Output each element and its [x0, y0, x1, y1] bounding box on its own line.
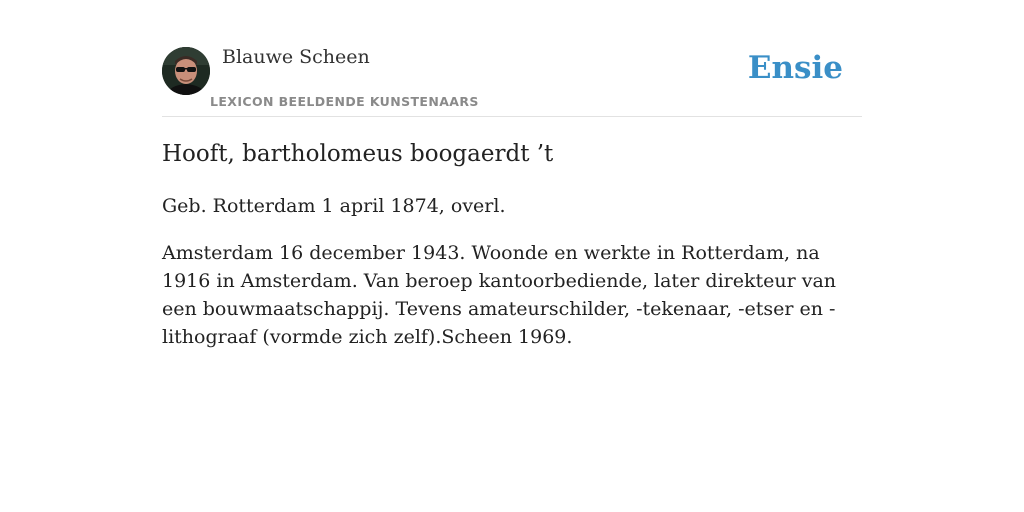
article-paragraph: Geb. Rotterdam 1 april 1874, overl. [162, 195, 506, 217]
page-title: Hooft, bartholomeus boogaerdt ’t [162, 141, 554, 167]
article-paragraph: Amsterdam 16 december 1943. Woonde en werkte in Rotterdam, na 1916 in Amsterdam. Van beroep kantoorbediende, later direkteur van een bouwmaatschappij. Tevens amateurschilder, -tekenaar, -etser en -lithograaf (vormde zich zelf).Scheen 1969. [162, 242, 837, 348]
header [162, 0, 862, 117]
avatar[interactable] [162, 47, 210, 95]
author-name[interactable]: Blauwe Scheen [222, 46, 370, 68]
person-photo-icon [162, 47, 210, 95]
page [162, 0, 862, 348]
site-logo[interactable]: Ensie [747, 50, 843, 86]
section-subtitle[interactable]: LEXICON BEELDENDE KUNSTENAARS [210, 94, 479, 109]
